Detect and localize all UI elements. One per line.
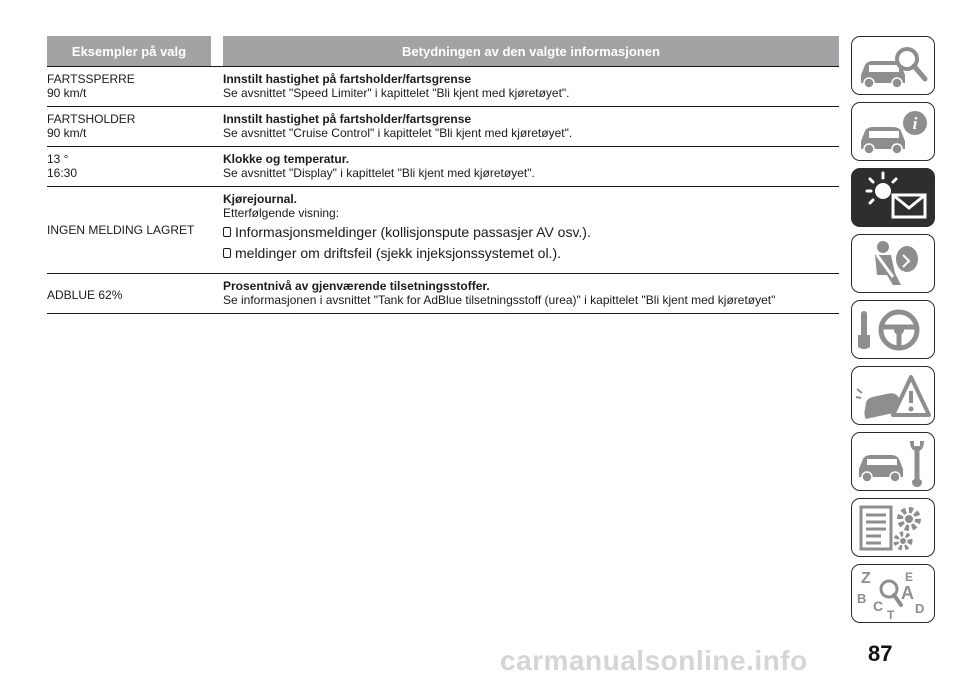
table-row	[47, 146, 839, 186]
meaning-cell	[223, 274, 839, 313]
tab-warning-lights-messages[interactable]	[851, 168, 935, 227]
example-line: 90 km/t	[47, 126, 87, 140]
example-cell	[47, 274, 223, 313]
car-magnifier-icon	[853, 39, 933, 93]
example-line: ADBLUE 62%	[47, 288, 123, 302]
bullet-item	[223, 223, 839, 241]
meaning-text: Se avsnittet "Speed Limiter" i kapittelet "Bli kjent med kjøretøyet".	[223, 86, 570, 100]
tab-car-magnifier[interactable]	[851, 36, 935, 95]
tab-safety[interactable]	[851, 234, 935, 293]
bullet-text: meldinger om driftsfeil (sjekk injeksjonssystemet ol.).	[235, 245, 561, 261]
specs-gears-icon	[853, 501, 933, 555]
meaning-title: Innstilt hastighet på fartsholder/fartsgrense	[223, 112, 472, 126]
example-line: 90 km/t	[47, 86, 87, 100]
table-header	[47, 36, 839, 66]
table-row	[47, 186, 839, 273]
index-letter: C	[873, 597, 884, 614]
meaning-cell	[223, 107, 839, 146]
meaning-title: Klokke og temperatur.	[223, 152, 350, 166]
index-letter: B	[857, 590, 867, 606]
svg-text:i: i	[912, 113, 918, 133]
table-row	[47, 66, 839, 106]
tab-index[interactable]	[851, 564, 935, 623]
example-line: FARTSSPERRE	[47, 72, 135, 86]
watermark: carmanualsonline.info	[500, 645, 808, 676]
warning-light-message-icon	[853, 171, 933, 225]
seatbelt-airbag-icon	[853, 237, 933, 291]
chapter-tabs	[851, 36, 937, 630]
example-cell	[47, 67, 223, 106]
bullet-box-icon	[223, 248, 231, 258]
page-number: 87	[868, 641, 893, 666]
index-letter: A	[901, 582, 914, 603]
table-row	[47, 273, 839, 314]
key-steering-wheel-icon	[853, 303, 933, 357]
car-wrench-icon	[853, 435, 933, 489]
meaning-cell	[223, 67, 839, 106]
bullet-item	[223, 244, 839, 262]
info-table	[47, 36, 839, 314]
table-row	[47, 106, 839, 146]
index-letter: T	[887, 607, 895, 621]
example-line: INGEN MELDING LAGRET	[47, 223, 195, 237]
meaning-text: Se informasjonen i avsnittet "Tank for AdBlue tilsetningsstoff (urea)" i kapittelet "Bli kjent med kjøretøyet"	[223, 293, 776, 307]
car-info-icon	[853, 105, 933, 159]
bullet-text: Informasjonsmeldinger (kollisjonspute passasjer AV osv.).	[235, 224, 591, 240]
example-line: 16:30	[47, 166, 78, 180]
meaning-title: Innstilt hastighet på fartsholder/fartsgrense	[223, 72, 472, 86]
header-meaning: Betydningen av den valgte informasjonen	[223, 36, 839, 66]
meaning-text: Se avsnittet "Display" i kapittelet "Bli kjent med kjøretøyet".	[223, 166, 535, 180]
example-line: 13 °	[47, 152, 69, 166]
index-letter: D	[915, 600, 925, 616]
tab-starting-driving[interactable]	[851, 300, 935, 359]
index-letter: Z	[861, 569, 871, 587]
tab-technical-data[interactable]	[851, 498, 935, 557]
index-letter: E	[905, 569, 914, 584]
tab-maintenance[interactable]	[851, 432, 935, 491]
example-cell	[47, 147, 223, 186]
meaning-title: Kjørejournal.	[223, 192, 298, 206]
car-crash-warning-icon	[853, 369, 933, 423]
example-line: FARTSHOLDER	[47, 112, 136, 126]
tab-emergency[interactable]	[851, 366, 935, 425]
alphabetical-index-icon	[853, 567, 933, 621]
meaning-cell	[223, 147, 839, 186]
bullet-box-icon	[223, 227, 231, 237]
meaning-cell	[223, 187, 839, 273]
tab-car-info[interactable]	[851, 102, 935, 161]
header-examples: Eksempler på valg	[47, 36, 211, 66]
example-cell	[47, 107, 223, 146]
meaning-text: Etterfølgende visning:	[223, 206, 340, 220]
example-cell	[47, 187, 223, 273]
meaning-text: Se avsnittet "Cruise Control" i kapittelet "Bli kjent med kjøretøyet".	[223, 126, 573, 140]
meaning-title: Prosentnivå av gjenværende tilsetningsstoffer.	[223, 279, 490, 293]
